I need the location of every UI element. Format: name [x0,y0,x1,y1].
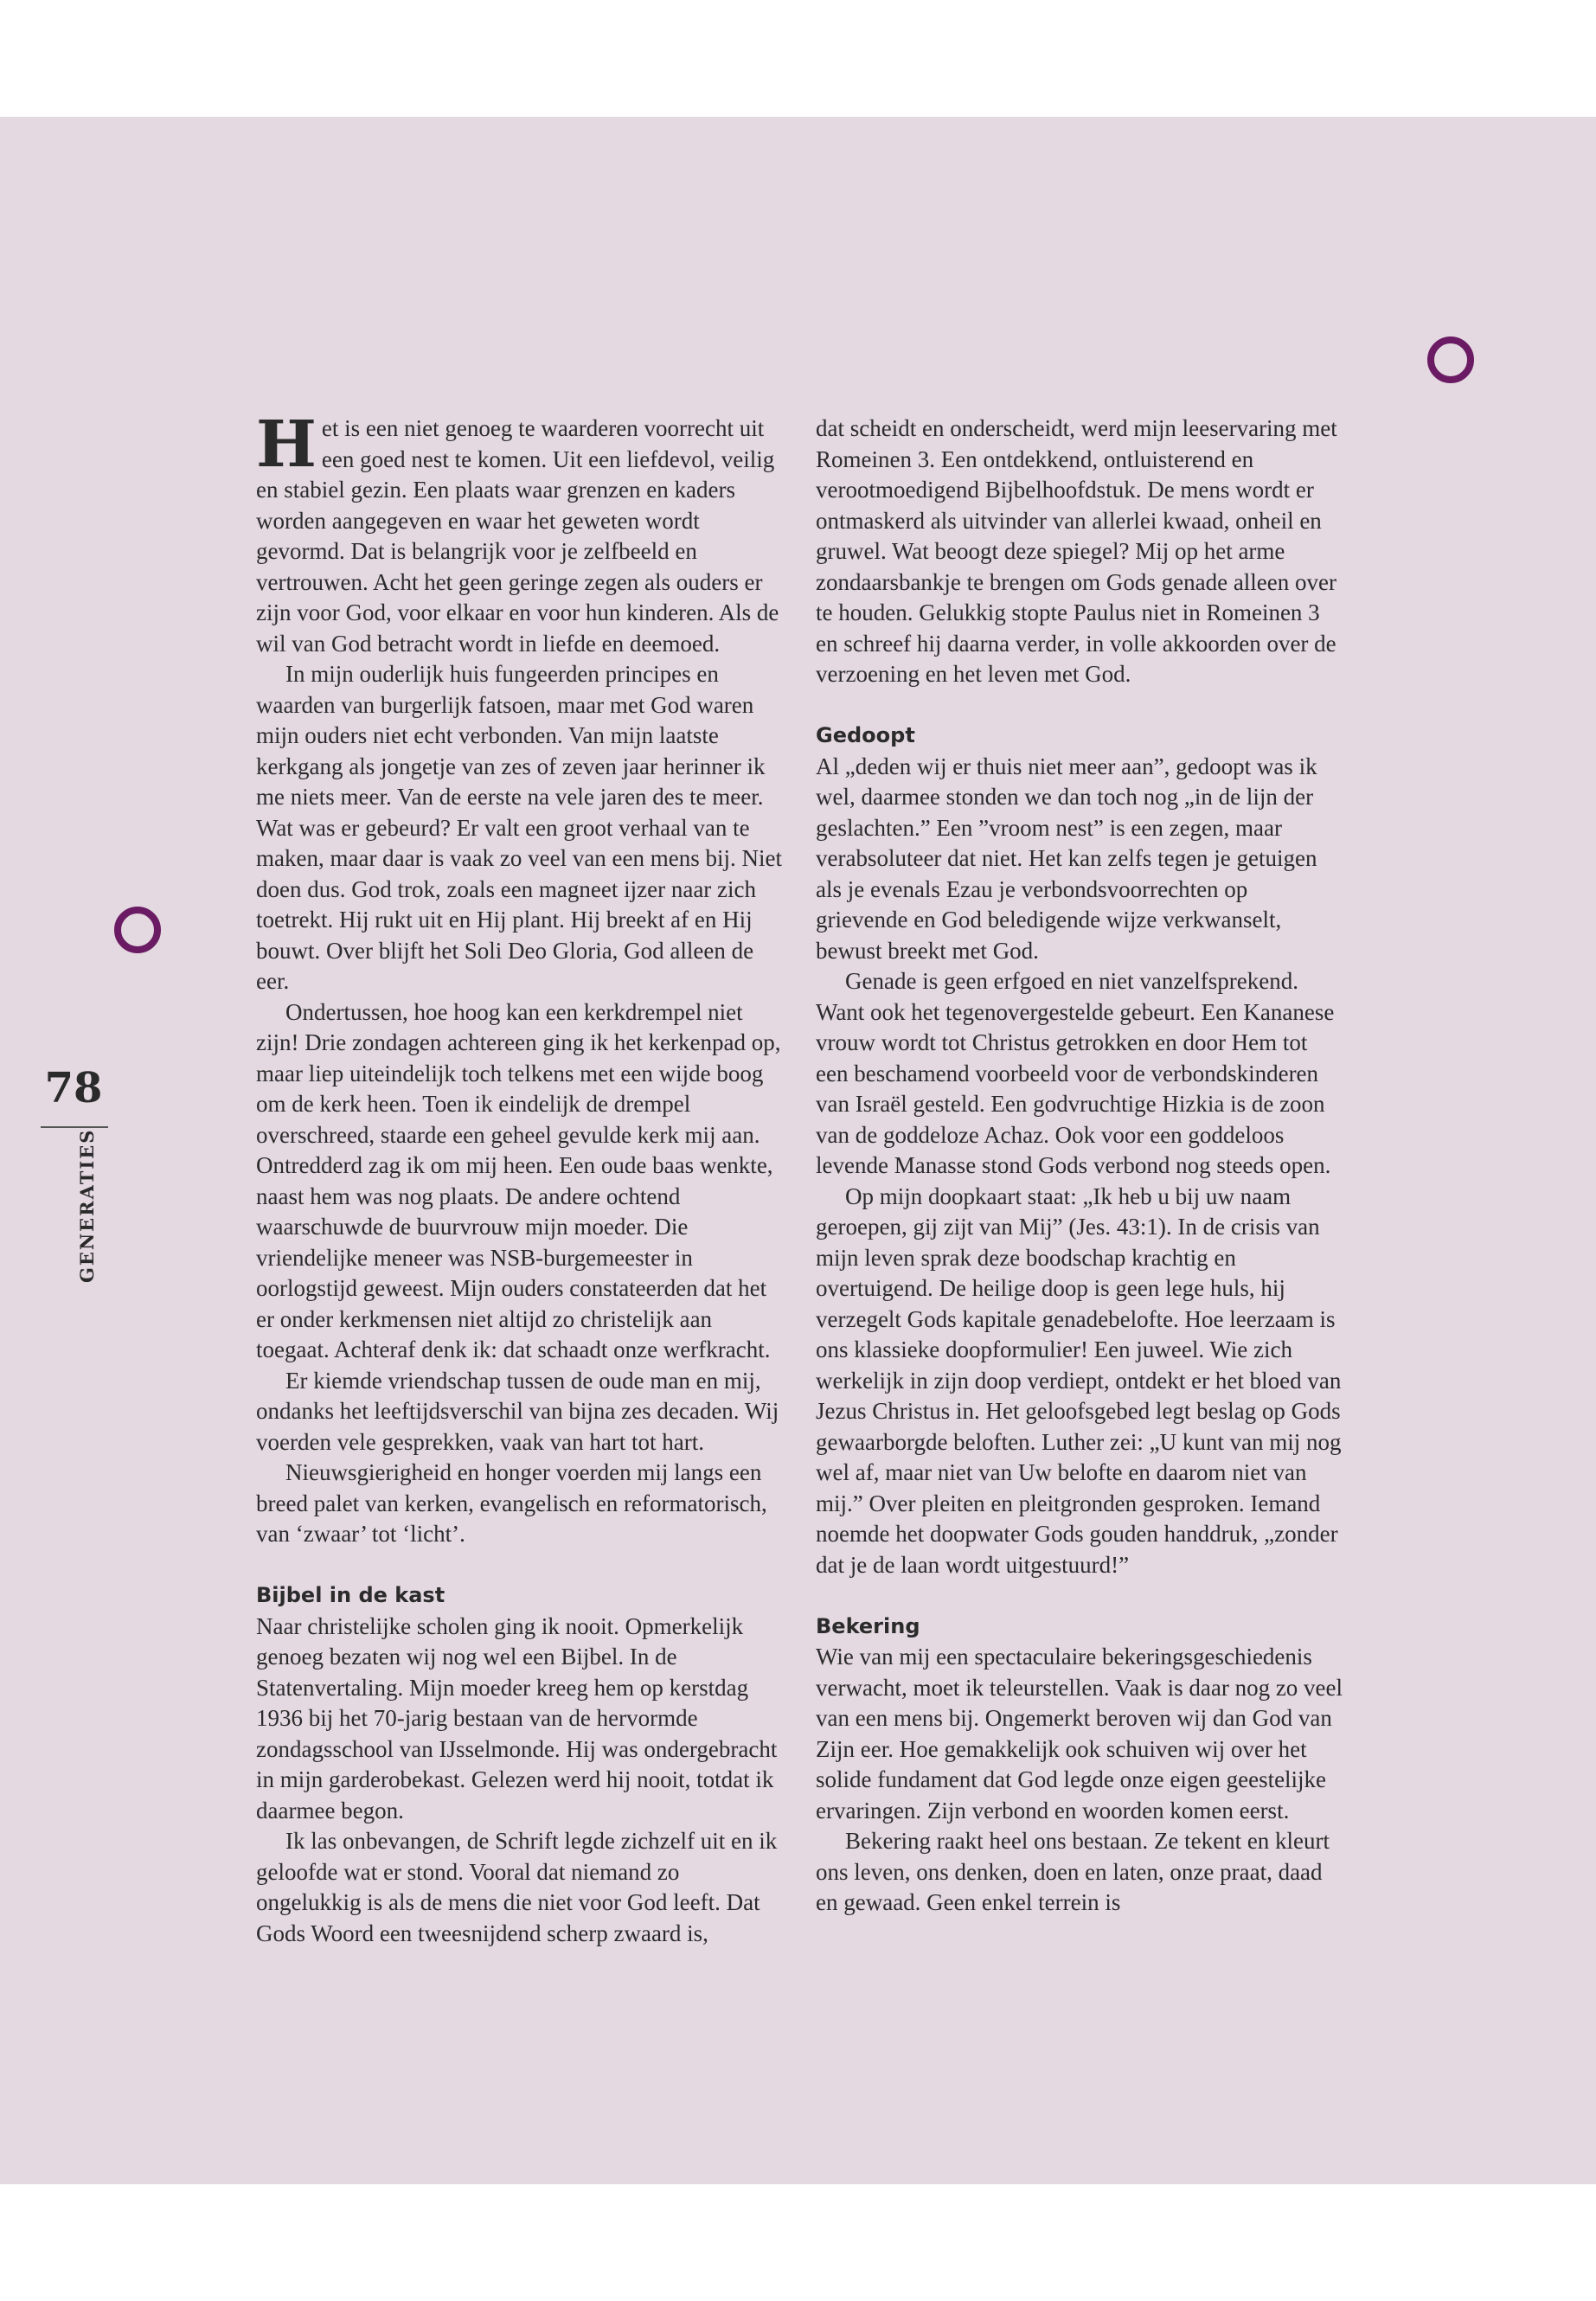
article-column-right [816,413,1343,1919]
subheading-bijbel: Bijbel in de kast [256,1583,445,1607]
intro-paragraph [256,407,782,659]
paragraph-text: et is een niet genoeg te waarderen voorrecht uit een goed nest te komen. Uit een liefdevol, veilig en stabiel gezin. Een plaats waar grenzen en kaders worden aangegeven en waar het geweten wordt gevormd. Dat is belangrijk voor je zelfbeeld en vertrouwen. Acht het geen geringe zegen als ouders er zijn voor God, voor elkaar en voor hun kinderen. Als de wil van God betracht wordt in liefde en deemoed. [256,415,779,657]
section-label: GENERATIES [76,1128,98,1283]
paragraph: Bekering raakt heel ons bestaan. Ze tekent en kleurt ons leven, ons denken, doen en laten, onze praat, daad en gewaad. Geen enkel terrein is [816,1828,1330,1915]
subheading-bekering: Bekering [816,1613,920,1638]
paragraph: Al „deden wij er thuis niet meer aan”, gedoopt was ik wel, daarmee stonden we dan toch nog „in de lijn der geslachten.” Een ”vroom nest” is een zegen, maar verabsoluteer dat niet. Het kan zelfs tegen je getuigen als je evenals Ezau je verbondsvoorrechten op grievende en God beledigende wijze verkwanselt, bewust breekt met God. [816,753,1317,964]
decorative-ring-icon [1427,336,1474,383]
paragraph: Ik las onbevangen, de Schrift legde zichzelf uit en ik geloofde wat er stond. Vooral dat niemand zo ongelukkig is als de mens die niet voor God leeft. Dat Gods Woord een tweesnijdend scherp zwaard is, [256,1828,778,1946]
page-number: 78 [44,1064,103,1112]
article-column-left [256,407,783,1949]
decorative-ring-icon [114,907,161,953]
paragraph: Genade is geen erfgoed en niet vanzelfsprekend. Want ook het tegenovergestelde gebeurt. Een Kananese vrouw wordt tot Christus getrokken en door Hem tot een beschamend voorbeeld voor de verbondskinderen van Israël gesteld. Een godvruchtige Hizkia is de zoon van de goddeloze Achaz. Ook voor een goddeloos levende Manasse stond Gods verbond nog steeds open. [816,968,1335,1178]
paragraph: Ondertussen, hoe hoog kan een kerkdrempel niet zijn! Drie zondagen achtereen ging ik het kerkenpad op, maar liep uiteindelijk toch telkens met een wijde boog om de kerk heen. Toen ik eindelijk de drempel overschreed, staarde een geheel gevulde kerk mij aan. Ontredderd zag ik om mij heen. Een oude baas wenkte, naast hem was nog plaats. De andere ochtend waarschuwde de buurvrouw mijn moeder. Die vriendelijke meneer was NSB-burgemeester in oorlogstijd geweest. Mijn ouders constateerden dat het er onder kerkmensen niet altijd zo christelijk aan toegaat. Achteraf denk ik: dat schaadt onze werfkracht. [256,998,781,1362]
page-background [0,117,1596,2184]
page-number-divider [41,1126,108,1128]
paragraph: Naar christelijke scholen ging ik nooit. Opmerkelijk genoeg bezaten wij nog wel een Bijbel. In de Statenvertaling. Mijn moeder kreeg hem op kerstdag 1936 bij het 70-jarig bestaan van de hervormde zondagsschool van IJsselmonde. Hij was ondergebracht in mijn garderobekast. Gelezen werd hij nooit, totdat ik daarmee begon. [256,1612,778,1823]
paragraph: Er kiemde vriendschap tussen de oude man en mij, ondanks het leeftijdsverschil van bijna zes decaden. Wij voerden vele gesprekken, vaak van hart tot hart. [256,1367,779,1455]
paragraph: Nieuwsgierigheid en honger voerden mij langs een breed palet van kerken, evangelisch en reformatorisch, van ‘zwaar’ tot ‘licht’. [256,1459,767,1547]
paragraph: In mijn ouderlijk huis fungeerden principes en waarden van burgerlijk fatsoen, maar met God waren mijn ouders niet echt verbonden. Van mijn laatste kerkgang als jongetje van zes of zeven jaar herinner ik me niets meer. Van de eerste na vele jaren des te meer. Wat was er gebeurd? Er valt een groot verhaal van te maken, maar daar is vaak zo veel van een mens bij. Niet doen dus. God trok, zoals een magneet ijzer naar zich toetrekt. Hij rukt uit en Hij plant. Hij breekt af en Hij bouwt. Over blijft het Soli Deo Gloria, God alleen de eer. [256,661,783,994]
paragraph: Op mijn doopkaart staat: „Ik heb u bij uw naam geroepen, gij zijt van Mij” (Jes. 43:1). In de crisis van mijn leven sprak deze boodschap krachtig en overtuigend. De heilige doop is geen lege huls, hij verzegelt Gods kapitale genadebelofte. Hoe leerzaam is ons klassieke doopformulier! Een juweel. Wie zich werkelijk in zijn doop verdiept, ontdekt er het bloed van Jezus Christus in. Het geloofsgebed legt beslag op Gods gewaarborgde beloften. Luther zei: „U kunt van mij nog wel af, maar niet van Uw belofte en daarom niet van mij.” Over pleiten en pleitgronden gesproken. Iemand noemde het doopwater Gods gouden handdruk, „zonder dat je de laan wordt uitgestuurd!” [816,1183,1342,1578]
paragraph: dat scheidt en onderscheidt, werd mijn leeservaring met Romeinen 3. Een ontdekkend, ontluisterend en verootmoedigend Bijbelhoofdstuk. De mens wordt er ontmaskerd als uitvinder van allerlei kwaad, onheil en gruwel. Wat beoogt deze spiegel? Mij op het arme zondaarsbankje te brengen om Gods genade alleen over te houden. Gelukkig stopte Paulus niet in Romeinen 3 en schreef hij daarna verder, in volle akkoorden over de verzoening en het leven met God. [816,415,1337,687]
subheading-gedoopt: Gedoopt [816,723,915,747]
paragraph: Wie van mij een spectaculaire bekeringsgeschiedenis verwacht, moet ik teleurstellen. Vaak is daar nog zo veel van een mens bij. Ongemerkt beroven wij dan God van Zijn eer. Hoe gemakkelijk ook schuiven wij over het solide fundament dat God legde onze eigen geestelijke ervaringen. Zijn verbond en woorden komen eerst. [816,1644,1343,1823]
drop-cap: H [256,407,317,482]
